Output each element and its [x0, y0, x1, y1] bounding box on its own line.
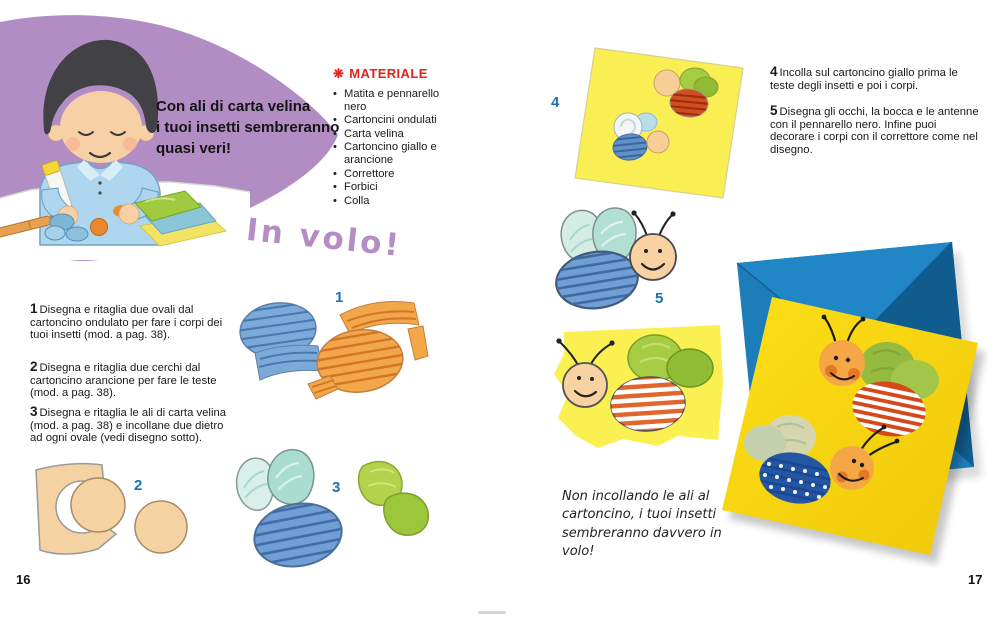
step-number: 5: [770, 103, 778, 118]
step-text: Disegna e ritaglia le ali di carta velina (mod. a pag. 38) e incollane due dietro ad ogni ovale (vedi disegno sotto).: [30, 407, 227, 445]
figure-label-3: 3: [332, 479, 341, 496]
step-number: 3: [30, 404, 38, 419]
materials-list: [333, 88, 447, 207]
material-item: • Forbici: [333, 181, 447, 194]
step-4: [770, 66, 982, 92]
step-1: [30, 303, 232, 342]
figure-step2-circles: [28, 452, 238, 577]
figure-label-1: 1: [335, 289, 344, 306]
step-2: [30, 361, 232, 400]
step-number: 4: [770, 64, 778, 79]
tip-note: Non incollando le ali al cartoncino, i tuoi insetti sembreranno davvero in volo!: [562, 489, 722, 559]
figure-step4-card: [548, 30, 768, 210]
page-title: In volo!: [244, 211, 404, 265]
boy-head: [43, 40, 158, 163]
figure-step3-wings: [228, 438, 443, 598]
figure-label-2: 2: [134, 477, 143, 494]
material-item: • Carta velina: [333, 128, 447, 141]
materials-section: [333, 66, 453, 208]
material-item: • Cartoncino giallo e arancione: [333, 141, 447, 166]
material-item: • Cartoncini ondulati: [333, 114, 447, 127]
step-text: Disegna e ritaglia due ovali dal cartoncino ondulato per fare i corpi dei tuoi insetti (mod. a pag. 38).: [30, 304, 223, 342]
figure-label-5: 5: [655, 290, 664, 307]
step-number: 1: [30, 301, 38, 316]
figure-label-4: 4: [551, 94, 560, 111]
bubble-line: i tuoi insetti sembreranno: [156, 119, 340, 136]
binding-mark: [478, 611, 506, 614]
insect-head: [630, 210, 676, 280]
step-5: [770, 105, 982, 156]
step-number: 2: [30, 359, 38, 374]
page-number-left: 16: [16, 572, 31, 587]
step-text: Incolla sul cartoncino giallo prima le teste degli insetti e poi i corpi.: [770, 67, 958, 92]
figure-step1-ovals: [222, 283, 442, 438]
materials-title: MATERIALE: [349, 66, 428, 81]
material-item: • Colla: [333, 195, 447, 208]
material-item: • Matita e pennarello nero: [333, 88, 447, 113]
bubble-line: Con ali di carta velina: [156, 98, 311, 115]
speech-bubble-text: [156, 96, 339, 159]
flower-icon: ❋: [333, 66, 345, 81]
materials-header: [333, 66, 453, 81]
step-text: Disegna gli occhi, la bocca e le antenne con il pennarello nero. Infine puoi decorare i corpi con il correttore come nel disegno.: [770, 106, 979, 156]
boy-right-hand: [119, 204, 139, 224]
step-text: Disegna e ritaglia due cerchi dal cartoncino arancione per fare le teste (mod. a pag. 38).: [30, 362, 217, 400]
material-item: • Correttore: [333, 168, 447, 181]
bubble-line: quasi veri!: [156, 140, 232, 157]
step-3: [30, 406, 232, 445]
page-number-right: 17: [968, 572, 983, 587]
photo-card-envelope: [695, 232, 1000, 567]
